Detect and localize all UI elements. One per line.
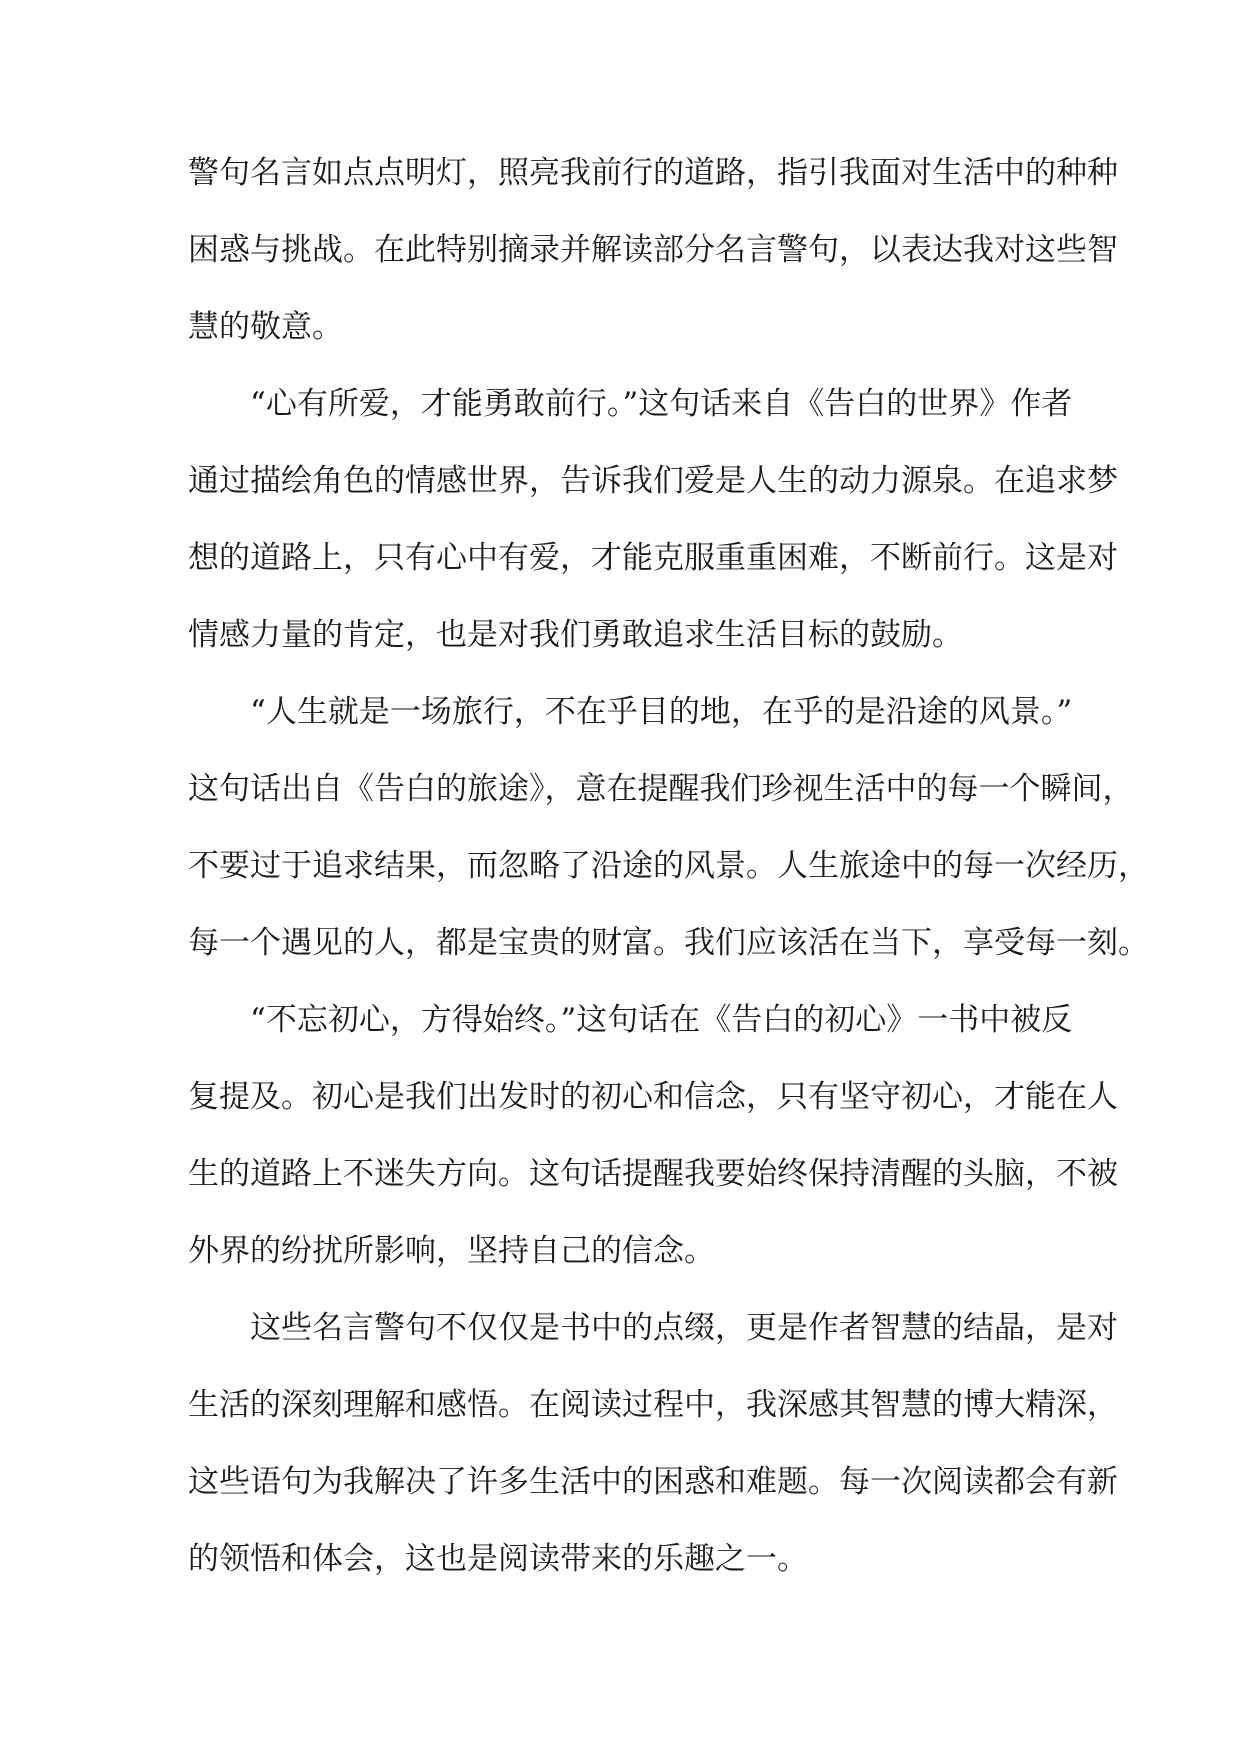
text-line: 复提及。初心是我们出发时的初心和信念，只有坚守初心，才能在人 — [188, 1079, 1118, 1115]
text-line: 生的道路上不迷失方向。这句话提醒我要始终保持清醒的头脑，不被 — [188, 1156, 1118, 1192]
text-line: 这句话出自《告白的旅途》，意在提醒我们珍视生活中的每一个瞬间， — [188, 771, 1134, 807]
text-line: 每一个遇见的人，都是宝贵的财富。我们应该活在当下，享受每一刻。 — [188, 925, 1149, 961]
text-line: “人生就是一场旅行，不在乎目的地，在乎的是沿途的风景。” — [250, 694, 1073, 730]
text-line: 情感力量的肯定，也是对我们勇敢追求生活目标的鼓励。 — [188, 617, 963, 653]
paragraph-quote-journey — [188, 679, 1149, 987]
text-line: 通过描绘角色的情感世界，告诉我们爱是人生的动力源泉。在追求梦 — [188, 463, 1118, 499]
text-line: “不忘初心，方得始终。”这句话在《告白的初心》一书中被反 — [250, 1002, 1073, 1038]
text-line: 不要过于追求结果，而忽略了沿途的风景。人生旅途中的每一次经历， — [188, 848, 1149, 884]
text-line: 警句名言如点点明灯，照亮我前行的道路，指引我面对生活中的种种 — [188, 155, 1118, 191]
paragraph-quote-love — [188, 371, 1118, 679]
paragraph-intro — [188, 140, 1118, 371]
text-line: 的领悟和体会，这也是阅读带来的乐趣之一。 — [188, 1541, 808, 1577]
text-line: 生活的深刻理解和感悟。在阅读过程中，我深感其智慧的博大精深， — [188, 1387, 1118, 1423]
text-line: 外界的纷扰所影响，坚持自己的信念。 — [188, 1233, 715, 1269]
document-body — [188, 140, 1149, 1603]
text-line: 困惑与挑战。在此特别摘录并解读部分名言警句，以表达我对这些智 — [188, 232, 1118, 268]
text-line: 想的道路上，只有心中有爱，才能克服重重困难，不断前行。这是对 — [188, 540, 1118, 576]
text-line: 这些语句为我解决了许多生活中的困惑和难题。每一次阅读都会有新 — [188, 1464, 1118, 1500]
text-line: 慧的敬意。 — [188, 309, 343, 345]
text-line: “心有所爱，才能勇敢前行。”这句话来自《告白的世界》作者 — [250, 386, 1073, 422]
text-line: 这些名言警句不仅仅是书中的点缀，更是作者智慧的结晶，是对 — [250, 1310, 1118, 1346]
paragraph-quote-original-heart — [188, 987, 1118, 1295]
paragraph-conclusion — [188, 1295, 1118, 1603]
